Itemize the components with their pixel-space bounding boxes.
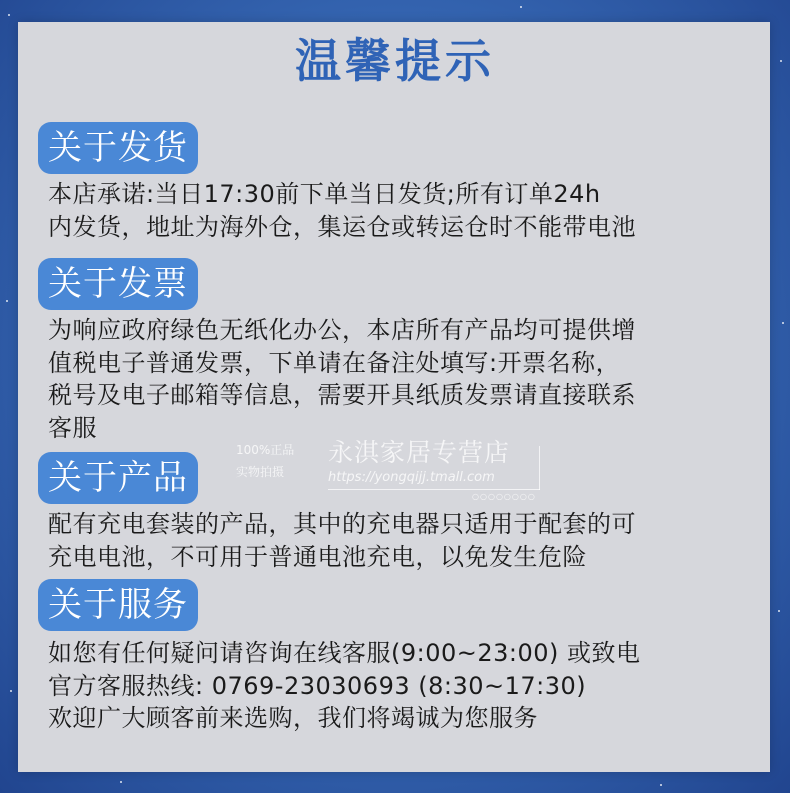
star-decoration bbox=[778, 610, 780, 612]
star-decoration bbox=[6, 300, 8, 302]
section-heading-product: 关于产品 bbox=[38, 452, 198, 504]
text-line: 税号及电子邮箱等信息，需要开具纸质发票请直接联系 bbox=[48, 381, 636, 409]
section-heading-service: 关于服务 bbox=[38, 579, 198, 631]
star-decoration bbox=[780, 60, 782, 62]
watermark-store-url: https://yongqijj.tmall.com bbox=[328, 470, 495, 485]
store-watermark bbox=[236, 438, 556, 506]
star-decoration bbox=[660, 784, 662, 786]
text-line: 欢迎广大顾客前来选购，我们将竭诚为您服务 bbox=[48, 704, 538, 732]
section-text-invoice bbox=[48, 314, 748, 444]
section-text-service bbox=[48, 637, 748, 735]
text-line: 充电电池，不可用于普通电池充电，以免发生危险 bbox=[48, 542, 587, 571]
section-text-shipping bbox=[48, 178, 748, 243]
text-line: 客服 bbox=[48, 413, 97, 442]
text-line: 如您有任何疑问请咨询在线客服(9:00~23:00) 或致电 bbox=[48, 639, 641, 667]
text-line: 为响应政府绿色无纸化办公，本店所有产品均可提供增 bbox=[48, 316, 636, 344]
star-decoration bbox=[782, 322, 784, 324]
star-decoration bbox=[520, 6, 522, 8]
text-line: 官方客服热线: 0769-23030693 (8:30~17:30) bbox=[48, 671, 587, 700]
watermark-genuine-label: 100%正品 bbox=[236, 443, 295, 457]
watermark-photo-label: 实物拍摄 bbox=[236, 465, 285, 479]
section-heading-invoice: 关于发票 bbox=[38, 258, 198, 310]
text-line: 内发货，地址为海外仓，集运仓或转运仓时不能带电池 bbox=[48, 212, 636, 241]
section-text-product bbox=[48, 508, 748, 573]
watermark-dots: ○○○○○○○○ bbox=[472, 492, 536, 501]
section-heading-shipping: 关于发货 bbox=[38, 122, 198, 174]
text-line: 本店承诺:当日17:30前下单当日发货;所有订单24h bbox=[48, 180, 601, 208]
page-title: 温馨提示 bbox=[295, 34, 495, 88]
star-decoration bbox=[10, 690, 12, 692]
star-decoration bbox=[8, 14, 10, 16]
text-line: 配有充电套装的产品，其中的充电器只适用于配套的可 bbox=[48, 510, 636, 538]
watermark-store-name: 永淇家居专营店 bbox=[328, 438, 511, 467]
watermark-divider bbox=[328, 489, 540, 490]
watermark-divider-vertical bbox=[539, 446, 540, 490]
star-decoration bbox=[120, 781, 122, 783]
text-line: 值税电子普通发票，下单请在备注处填写:开票名称， bbox=[48, 348, 621, 377]
